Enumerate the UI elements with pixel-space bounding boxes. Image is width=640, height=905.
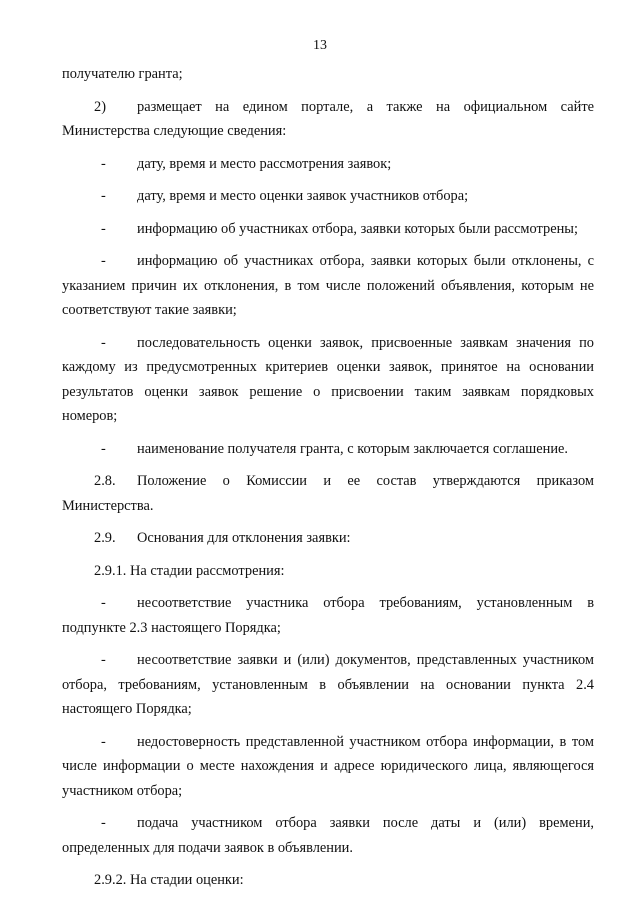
dash-bullet: - bbox=[101, 652, 106, 669]
list-item bbox=[62, 249, 594, 322]
paragraph-text: Положение о Комиссии и ее состав утверждаются приказом Министерства. bbox=[62, 473, 594, 514]
section-number: 2.8. bbox=[94, 473, 116, 490]
list-item bbox=[62, 184, 594, 208]
list-item bbox=[62, 217, 594, 241]
paragraph-text: недостоверность представленной участником отбора информации, в том числе информации о месте нахождения и адресе юридического лица, являющегося участником отбора; bbox=[62, 733, 594, 799]
section-number: 2.9. bbox=[94, 530, 116, 547]
list-item bbox=[62, 730, 594, 803]
dash-bullet: - bbox=[101, 188, 106, 205]
paragraph-text: дату, время и место оценки заявок участников отбора; bbox=[137, 188, 469, 205]
paragraph-text: несоответствие участника отбора требованиям, установленным в подпункте 2.3 настоящего Порядка; bbox=[62, 595, 594, 636]
list-item bbox=[62, 811, 594, 860]
list-item bbox=[62, 152, 594, 176]
paragraph-text: наименование получателя гранта, с которым заключается соглашение. bbox=[137, 440, 569, 457]
section-paragraph bbox=[62, 526, 594, 550]
dash-bullet: - bbox=[101, 733, 106, 750]
dash-bullet: - bbox=[101, 815, 106, 832]
paragraph-text: подача участником отбора заявки после даты и (или) времени, определенных для подачи заявок в объявлении. bbox=[62, 815, 594, 856]
dash-bullet: - bbox=[101, 253, 106, 270]
section-paragraph bbox=[62, 868, 594, 892]
dash-bullet: - bbox=[101, 595, 106, 612]
item-number: 2) bbox=[94, 98, 106, 115]
dash-bullet: - bbox=[101, 334, 106, 351]
list-item bbox=[62, 437, 594, 461]
dash-bullet: - bbox=[101, 155, 106, 172]
paragraph-text: дату, время и место рассмотрения заявок; bbox=[137, 155, 392, 172]
paragraph-text: несоответствие заявки и (или) документов, представленных участником отбора, требованиям, установленным в объявлении на основании пункта 2.4 настоящего Порядка; bbox=[62, 652, 594, 718]
paragraph-text: На стадии оценки: bbox=[130, 872, 244, 889]
document-body bbox=[62, 62, 594, 893]
list-item bbox=[62, 648, 594, 721]
section-number: 2.9.1. bbox=[94, 562, 127, 579]
paragraph bbox=[62, 62, 594, 86]
dash-bullet: - bbox=[101, 440, 106, 457]
paragraph bbox=[62, 95, 594, 144]
section-paragraph bbox=[62, 469, 594, 518]
paragraph-text: последовательность оценки заявок, присвоенные заявкам значения по каждому из предусмотренных критериев оценки заявок, принятое на основании результатов оценки заявок решение о присвоении таким заявкам порядковых номеров; bbox=[62, 334, 594, 424]
list-item bbox=[62, 331, 594, 429]
paragraph-text: получателю гранта; bbox=[62, 66, 183, 82]
paragraph-text: информацию об участниках отбора, заявки которых были отклонены, с указанием причин их отклонения, в том числе положений объявления, которым не соответствуют такие заявки; bbox=[62, 253, 594, 319]
page-number: 13 bbox=[313, 38, 327, 53]
section-number: 2.9.2. bbox=[94, 872, 127, 889]
paragraph-text: информацию об участниках отбора, заявки которых были рассмотрены; bbox=[137, 220, 578, 237]
list-item bbox=[62, 591, 594, 640]
dash-bullet: - bbox=[101, 220, 106, 237]
paragraph-text: На стадии рассмотрения: bbox=[130, 562, 285, 579]
paragraph-text: размещает на едином портале, а также на официальном сайте Министерства следующие сведения: bbox=[62, 98, 594, 139]
section-paragraph bbox=[62, 559, 594, 583]
paragraph-text: Основания для отклонения заявки: bbox=[137, 530, 351, 547]
